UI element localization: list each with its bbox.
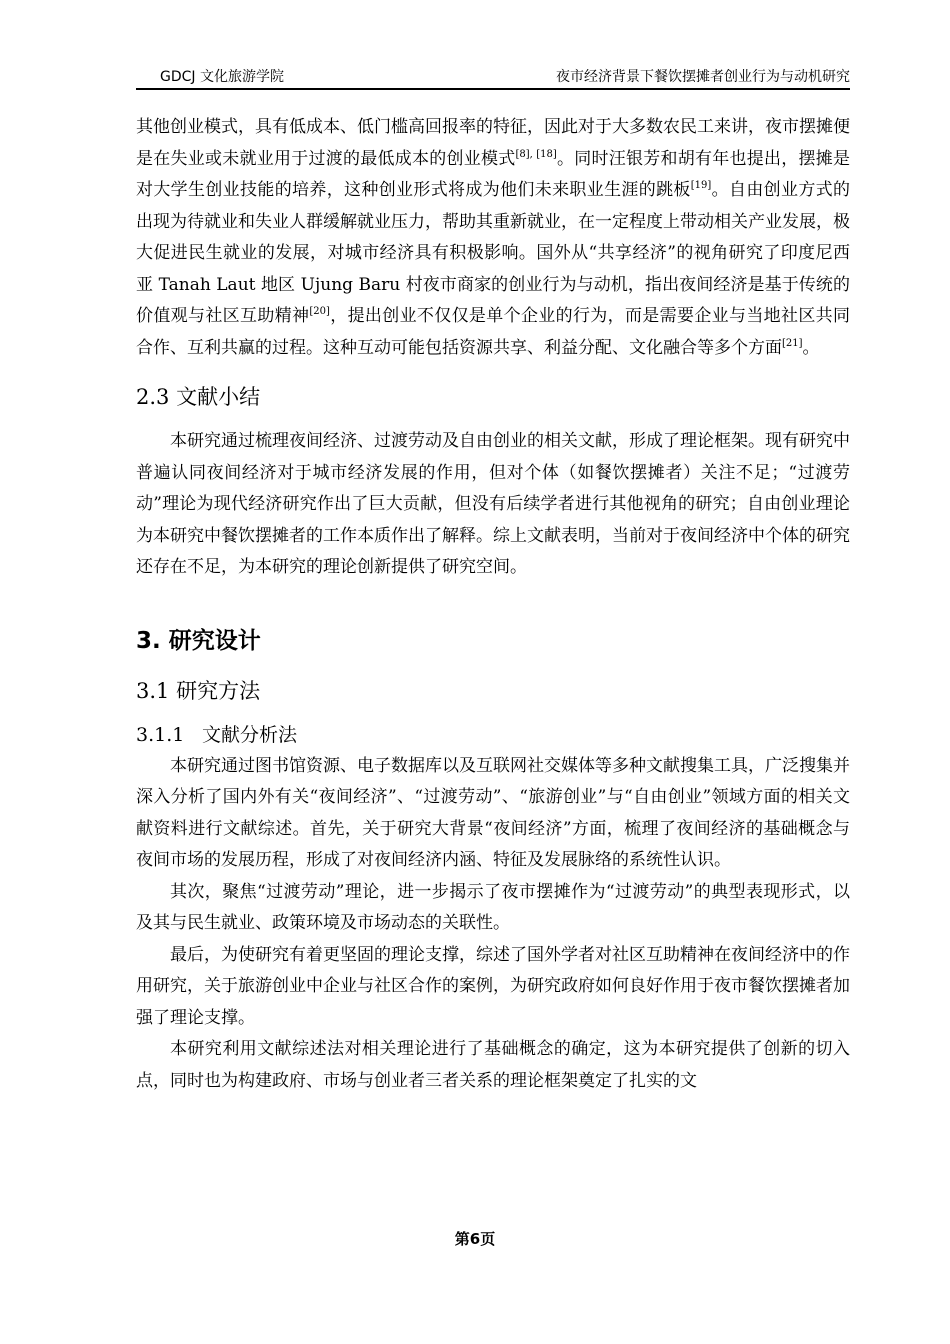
citation: [8], [18] (515, 148, 557, 160)
section-heading-3-1: 3.1 研究方法 (136, 678, 261, 703)
section-heading-3-1-1: 3.1.1 文献分析法 (136, 723, 298, 746)
page-content (136, 112, 850, 1097)
citation: [21] (782, 337, 803, 349)
header-divider (136, 88, 850, 90)
paragraph-method-3: 最后，为使研究有着更坚固的理论支撑，综述了国外学者对社区互助精神在夜间经济中的作用研究，关于旅游创业中企业与社区合作的案例，为研究政府如何良好作用于夜市餐饮摆摊者加强了理论支撑。 (136, 944, 850, 1028)
section-heading-2-3: 2.3 文献小结 (136, 385, 261, 409)
paragraph-method-1: 本研究通过图书馆资源、电子数据库以及互联网社交媒体等多种文献搜集工具，广泛搜集并深入分析了国内外有关“夜间经济”、“过渡劳动”、“旅游创业”与“自由创业”领域方面的相关文献资料进行文献综述。首先，关于研究大背景“夜间经济”方面，梳理了夜间经济的基础概念与夜间市场的发展历程，形成了对夜间经济内涵、特征及发展脉络的系统性认识。 (136, 755, 850, 870)
section-heading-3: 3. 研究设计 (136, 627, 261, 654)
paragraph-literature-summary: 本研究通过梳理夜间经济、过渡劳动及自由创业的相关文献，形成了理论框架。现有研究中普遍认同夜间经济对于城市经济发展的作用，但对个体（如餐饮摆摊者）关注不足；“过渡劳动”理论为现代经济研究作出了巨大贡献，但没有后续学者进行其他视角的研究；自由创业理论为本研究中餐饮摆摊者的工作本质作出了解释。综上文献表明，当前对于夜间经济中个体的研究还存在不足，为本研究的理论创新提供了研究空间。 (136, 431, 850, 577)
header-institution: GDCJ 文化旅游学院 (160, 69, 284, 85)
page-number: 第6页 (454, 1230, 496, 1248)
paragraph-method-2: 其次，聚焦“过渡劳动”理论，进一步揭示了夜市摆摊作为“过渡劳动”的典型表现形式，以及其与民生就业、政策环境及市场动态的关联性。 (136, 881, 850, 933)
citation: [19] (690, 180, 712, 191)
header-paper-title: 夜市经济背景下餐饮摆摊者创业行为与动机研究 (556, 69, 850, 85)
citation: [20] (309, 306, 330, 317)
paragraph-continued: 其他创业模式，具有低成本、低门槛高回报率的特征，因此对于大多数农民工来讲，夜市摆摊便是在失业或未就业用于过渡的最低成本的创业模式[8], [18]。同时汪银芳和胡有年也提出，摆摊是对大学生创业技能的培养，这种创业形式将成为他们未来职业生涯的跳板[19]。自由创业方式的出现为待就业和失业人群缓解就业压力，帮助其重新就业，在一定程度上带动相关产业发展，极大促进民生就业的发展，对城市经济具有积极影响。国外从“共享经济”的视角研究了印度尼西亚 Tanah Laut 地区 Ujung Baru 村夜市商家的创业行为与动机，指出夜间经济是基于传统的价值观与社区互助精神[20]，提出创业不仅仅是单个企业的行为，而是需要企业与当地社区共同合作、互利共赢的过程。这种互动可能包括资源共享、利益分配、文化融合等多个方面[21]。 (136, 117, 851, 358)
paragraph-method-4: 本研究利用文献综述法对相关理论进行了基础概念的确定，这为本研究提供了创新的切入点，同时也为构建政府、市场与创业者三者关系的理论框架奠定了扎实的文 (136, 1039, 850, 1091)
